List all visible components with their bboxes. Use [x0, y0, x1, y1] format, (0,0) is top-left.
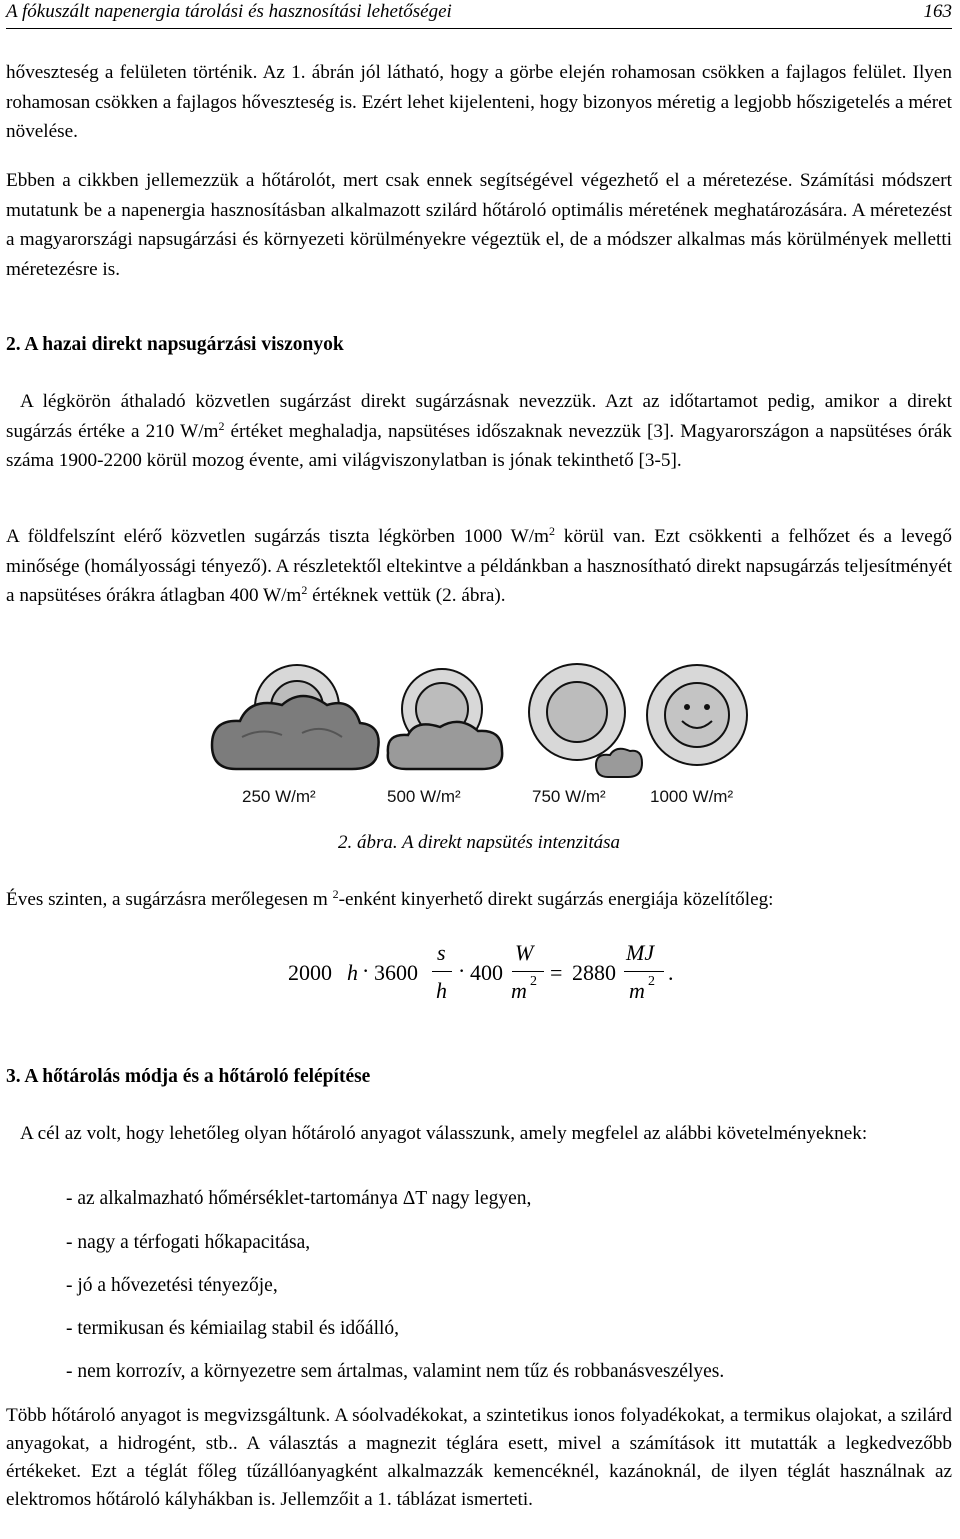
- sun-light-cloud-icon: [388, 669, 502, 769]
- paragraph-3-part2: értéket meghaladja, napsütéses időszaknak nevezzük [3]. Magyarországon a napsütéses órák száma 1900-2200 körül mozog évente, ami világviszonylatban is jónak tekinthető [3-5].: [6, 420, 952, 471]
- eq-frac3-sup: 2: [648, 974, 655, 989]
- paragraph-5-part1: Éves szinten, a sugárzásra merőlegesen m: [6, 889, 333, 910]
- figure-illustration: [202, 657, 757, 809]
- sun-intensity-figure: [202, 657, 757, 809]
- eq-frac1-bar: [432, 971, 452, 972]
- eq-frac1-den: h: [436, 978, 447, 1003]
- eq-frac2-sup: 2: [530, 974, 537, 989]
- eq-term-2000: 2000: [288, 960, 332, 985]
- paragraph-6-text: A cél az volt, hogy lehetőleg olyan hőtároló anyagot válasszunk, amely megfelel az alábbi követelményeknek:: [20, 1123, 868, 1144]
- eq-frac2-den: m: [511, 978, 527, 1003]
- figure-label-250: 250 W/m²: [242, 787, 316, 806]
- eq-frac2-bar: [512, 971, 544, 972]
- paragraph-6: [6, 1119, 952, 1149]
- figure-label-500: 500 W/m²: [387, 787, 461, 806]
- section-3-heading: 3. A hőtárolás módja és a hőtároló felépítése: [6, 1066, 371, 1087]
- paragraph-4-part2: körül van. Ezt csökkenti a felhőzet és a levegő minősége (homályossági tényező). A részletektől eltekintve a példánkban a hasznosítható direkt napsugárzás teljesítményét a napsütéses órákra átlagban 400 W/m: [6, 526, 952, 606]
- header-title: A fókuszált napenergia tárolási és hasznosítási lehetőségei: [6, 1, 452, 22]
- paragraph-3: [6, 387, 952, 476]
- figure-caption: 2. ábra. A direkt napsütés intenzitása: [337, 832, 620, 853]
- eq-frac1-num: s: [437, 940, 446, 965]
- eq-term-400: 400: [470, 960, 503, 985]
- paragraph-4-part3: értéknek vettük (2. ábra).: [307, 585, 506, 606]
- paragraph-3-part1: A légkörön áthaladó közvetlen sugárzást direkt sugárzásnak nevezzük. Azt az időtartamot pedig, amikor a direkt sugárzás értéke a 210 W/m: [6, 391, 952, 442]
- superscript: 2: [301, 583, 308, 597]
- eq-term-2880: 2880: [572, 960, 616, 985]
- paragraph-7: [6, 1402, 952, 1514]
- paragraph-7-text: Több hőtároló anyagot is megvizsgáltunk. A sóolvadékokat, a szintetikus ionos folyadékokat, a termikus olajokat, a szilárd anyagokat, a hidrogént, stb.. A választás a magnezit téglára esett, mivel a számítások itt mutatták a legkedvezőbb értékeket. Ezt a téglát főleg tűzállóanyagként alkalmazzák kemencéknél, kazánoknál, de ilyen téglát használnak az elektromos hőtároló kályhákban is. Jellemzőit a 1. táblázat ismerteti.: [6, 1405, 952, 1510]
- requirement-item: - nagy a térfogati hőkapacitása,: [66, 1232, 311, 1253]
- section-2-heading: 2. A hazai direkt napsugárzási viszonyok: [6, 334, 344, 355]
- requirement-item: - nem korrozív, a környezetre sem ártalmas, valamint nem tűz és robbanásveszélyes.: [66, 1361, 725, 1382]
- paragraph-2: [6, 166, 952, 284]
- eq-frac2-num: W: [515, 940, 534, 965]
- paragraph-5-part2: -enként kinyerhető direkt sugárzás energiája közelítőleg:: [338, 889, 774, 910]
- superscript: 2: [332, 887, 339, 901]
- paragraph-1-text: hőveszteség a felületen történik. Az 1. ábrán jól látható, hogy a görbe elején rohamosan csökken a fajlagos felület. Ilyen rohamosan csökken a fajlagos hőveszteség is. Ezért lehet kijelenteni, hogy bizonyos méretig a legjobb hőszigetelés a méret növelése.: [6, 62, 952, 142]
- running-header: [6, 0, 952, 29]
- requirement-item: - termikusan és kémiailag stabil és időálló,: [66, 1318, 400, 1339]
- paragraph-2-text: Ebben a cikkben jellemezzük a hőtárolót, mert csak ennek segítségével végezhető el a méretezése. Számítási módszert mutatunk be a napenergia hasznosításban alkalmazott szilárd hőtároló optimális méretének meghatározására. A méretezést a magyarországi napsugárzási és környezeti körülményekre végeztük el, de a módszer alkalmas más körülmények melletti méretezésre is.: [6, 170, 952, 280]
- sun-small-cloud-icon: [529, 664, 642, 777]
- paragraph-1: [6, 58, 952, 147]
- eq-period: .: [668, 960, 674, 985]
- paragraph-4-part1: A földfelszínt elérő közvetlen sugárzás tiszta légkörben 1000 W/m: [6, 526, 549, 547]
- energy-equation: [288, 938, 708, 1010]
- eq-term-h: h: [347, 960, 358, 985]
- eq-frac3-bar: [624, 971, 664, 972]
- page-number: 163: [923, 1, 952, 22]
- eq-dot: ·: [362, 958, 370, 983]
- superscript: 2: [548, 524, 555, 538]
- requirement-item: - jó a hővezetési tényezője,: [66, 1275, 278, 1296]
- eq-equals: =: [550, 960, 563, 985]
- eq-frac3-den: m: [629, 978, 645, 1003]
- superscript: 2: [218, 418, 225, 433]
- figure-label-750: 750 W/m²: [532, 787, 606, 806]
- eq-dot: ·: [458, 958, 466, 983]
- smiling-sun-icon: [647, 665, 747, 765]
- requirement-item: - az alkalmazható hőmérséklet-tartománya ΔT nagy legyen,: [66, 1188, 532, 1209]
- eq-frac3-num: MJ: [626, 940, 655, 965]
- eq-term-3600: 3600: [374, 960, 418, 985]
- figure-label-1000: 1000 W/m²: [650, 787, 734, 806]
- sun-heavy-cloud-icon: [212, 665, 379, 769]
- paragraph-4: [6, 522, 952, 611]
- paragraph-5: [6, 885, 952, 915]
